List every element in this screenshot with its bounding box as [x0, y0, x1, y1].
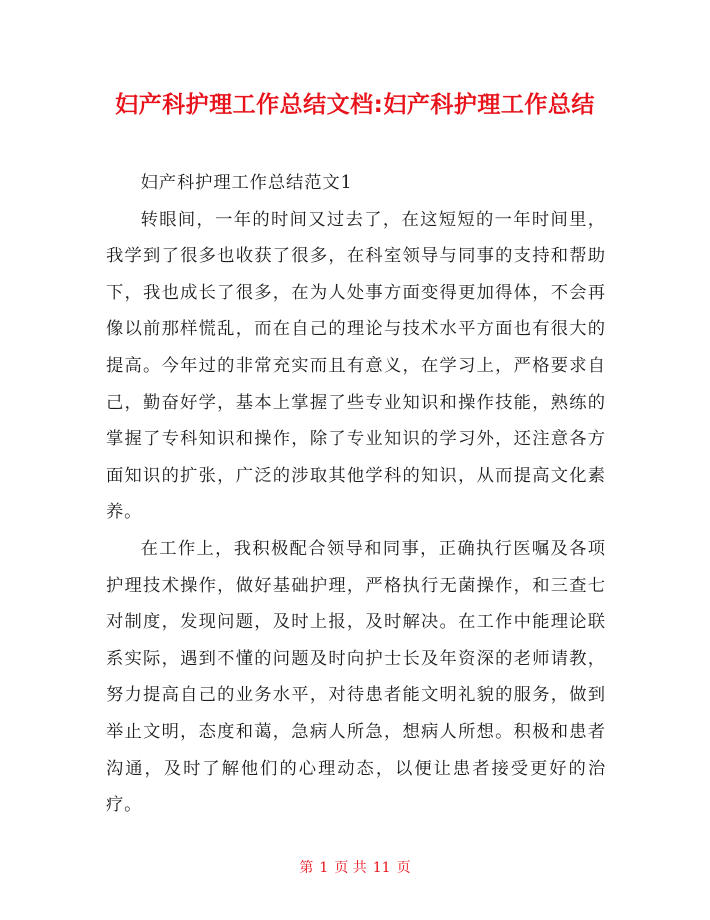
document-body: [106, 165, 606, 824]
section-heading: 妇产科护理工作总结范文1: [140, 173, 353, 193]
document-title: 妇产科护理工作总结文档:妇产科护理工作总结: [115, 92, 595, 118]
body-paragraph-2: 在工作上，我积极配合领导和同事，正确执行医嘱及各项护理技术操作，做好基础护理，严格执行无菌操作，和三查七对制度，发现问题，及时上报，及时解决。在工作中能理论联系实际，遇到不懂的问题及时向护士长及年资深的老师请教，努力提高自己的业务水平，对待患者能文明礼貌的服务，做到举止文明，态度和蔼，急病人所急，想病人所想。积极和患者沟通，及时了解他们的心理动态，以便让患者接受更好的治疗。: [106, 538, 606, 816]
footer-prefix: 第: [299, 860, 314, 876]
page-footer: [0, 858, 710, 878]
footer-suffix: 页: [396, 860, 411, 876]
footer-page-number: 1: [319, 860, 329, 876]
footer-middle: 页 共: [334, 860, 367, 876]
body-paragraph-1: 转眼间，一年的时间又过去了，在这短短的一年时间里，我学到了很多也收获了很多，在科室领导与同事的支持和帮助下，我也成长了很多，在为人处事方面变得更加得体，不会再像以前那样慌乱，而在自己的理论与技术水平方面也有很大的提高。今年过的非常充实而且有意义，在学习上，严格要求自己，勤奋好学，基本上掌握了些专业知识和操作技能，熟练的掌握了专科知识和操作，除了专业知识的学习外，还注意各方面知识的扩张，广泛的涉取其他学科的知识，从而提高文化素养。: [106, 209, 606, 523]
footer-total-pages: 11: [372, 860, 391, 876]
